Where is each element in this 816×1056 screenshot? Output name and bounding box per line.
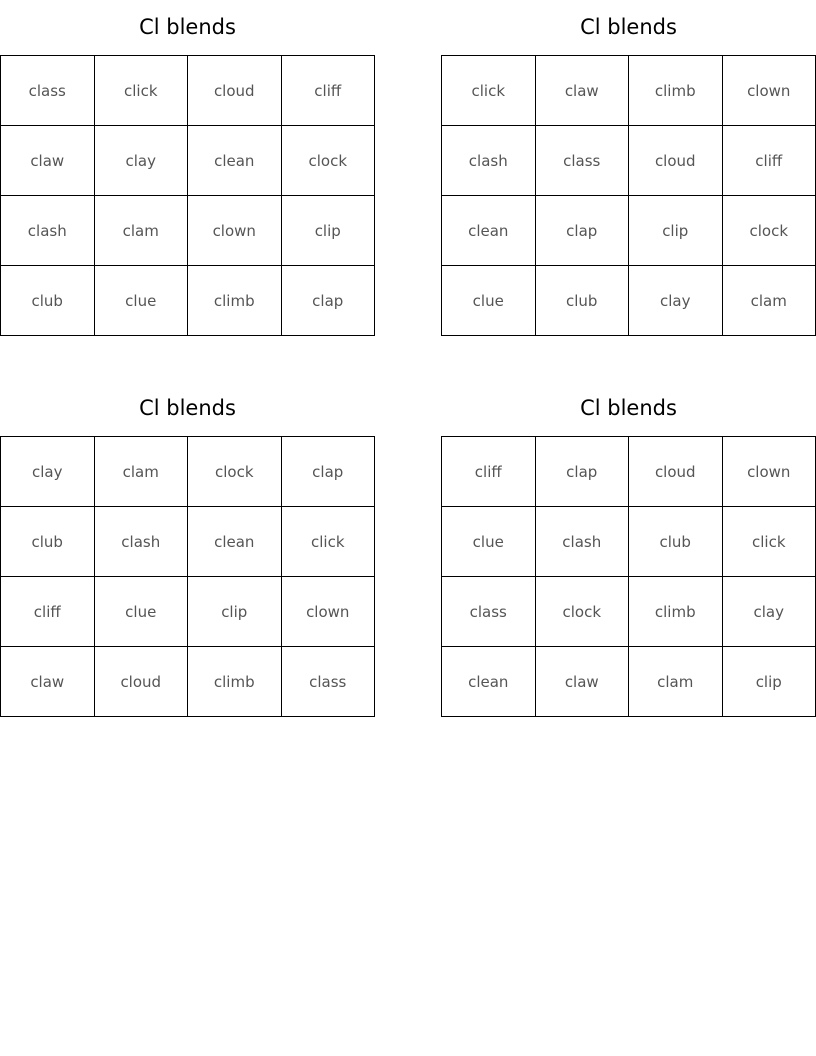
bingo-cell: clip [188, 577, 282, 647]
bingo-cell: clash [1, 196, 95, 266]
bingo-cell: club [1, 266, 95, 336]
bingo-cell: click [95, 56, 189, 126]
bingo-cell: clock [282, 126, 376, 196]
bingo-cell: claw [536, 647, 630, 717]
bingo-cell: clean [188, 507, 282, 577]
bingo-cell: class [536, 126, 630, 196]
bingo-cell: clock [536, 577, 630, 647]
bingo-cell: clue [442, 266, 536, 336]
bingo-cell: clap [282, 266, 376, 336]
bingo-cell: claw [1, 126, 95, 196]
bingo-cell: clown [282, 577, 376, 647]
bingo-cell: clap [536, 437, 630, 507]
bingo-cell: clay [95, 126, 189, 196]
bingo-cell: clean [442, 647, 536, 717]
bingo-cell: clip [282, 196, 376, 266]
bingo-cell: clam [95, 437, 189, 507]
bingo-cell: clue [95, 266, 189, 336]
bingo-cell: clam [723, 266, 816, 336]
bingo-cell: clay [629, 266, 723, 336]
bingo-cell: climb [629, 56, 723, 126]
card-title: Cl blends [580, 396, 677, 420]
bingo-cell: cliff [1, 577, 95, 647]
bingo-cell: click [442, 56, 536, 126]
bingo-cell: click [282, 507, 376, 577]
bingo-cell: cliff [723, 126, 816, 196]
bingo-grid [441, 436, 816, 717]
bingo-cell: cliff [442, 437, 536, 507]
bingo-cell: clue [442, 507, 536, 577]
card-title: Cl blends [139, 15, 236, 39]
bingo-cell: clean [442, 196, 536, 266]
bingo-cell: climb [188, 266, 282, 336]
card-title: Cl blends [139, 396, 236, 420]
bingo-cell: clap [282, 437, 376, 507]
bingo-cell: claw [1, 647, 95, 717]
bingo-grid [0, 436, 375, 717]
bingo-cell: clam [629, 647, 723, 717]
bingo-grid [0, 55, 375, 336]
bingo-cell: climb [188, 647, 282, 717]
bingo-cell: clay [1, 437, 95, 507]
bingo-cell: clean [188, 126, 282, 196]
bingo-cell: clue [95, 577, 189, 647]
bingo-cell: cloud [629, 437, 723, 507]
bingo-cell: cloud [95, 647, 189, 717]
bingo-cell: climb [629, 577, 723, 647]
bingo-cell: club [536, 266, 630, 336]
bingo-cell: clash [442, 126, 536, 196]
bingo-cell: clap [536, 196, 630, 266]
bingo-cell: clash [95, 507, 189, 577]
card-title: Cl blends [580, 15, 677, 39]
bingo-cell: cloud [188, 56, 282, 126]
bingo-cell: clown [723, 56, 816, 126]
bingo-cell: clip [723, 647, 816, 717]
bingo-cell: clown [723, 437, 816, 507]
bingo-cell: cloud [629, 126, 723, 196]
bingo-cell: clock [723, 196, 816, 266]
bingo-cell: clock [188, 437, 282, 507]
bingo-grid [441, 55, 816, 336]
bingo-cell: class [1, 56, 95, 126]
bingo-cell: clash [536, 507, 630, 577]
bingo-cell: click [723, 507, 816, 577]
bingo-cell: class [442, 577, 536, 647]
bingo-cell: clip [629, 196, 723, 266]
bingo-cell: clown [188, 196, 282, 266]
bingo-cell: cliff [282, 56, 376, 126]
bingo-cell: class [282, 647, 376, 717]
bingo-cell: clam [95, 196, 189, 266]
bingo-cell: clay [723, 577, 816, 647]
bingo-cell: club [1, 507, 95, 577]
bingo-cell: claw [536, 56, 630, 126]
bingo-cell: club [629, 507, 723, 577]
